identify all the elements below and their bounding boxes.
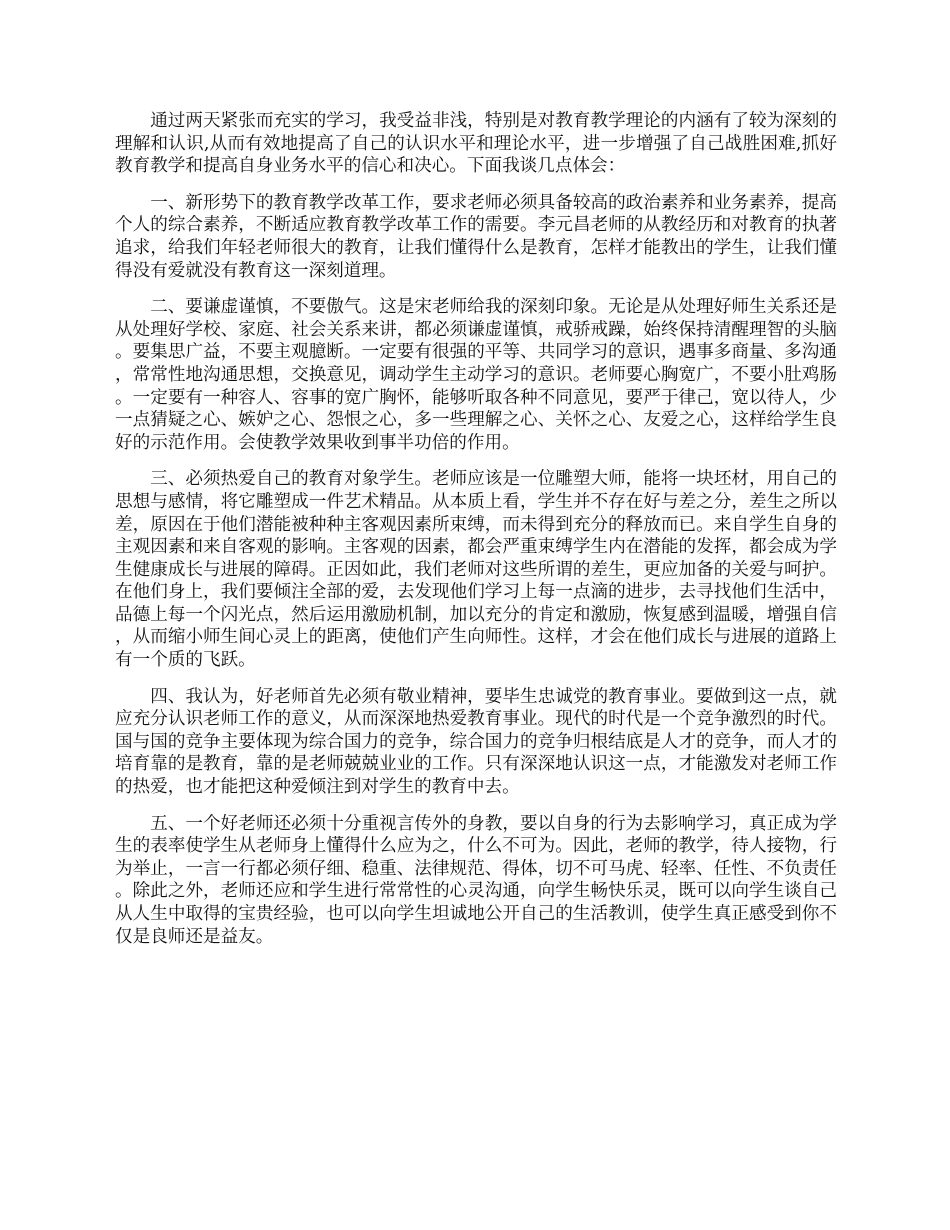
paragraph-intro: 通过两天紧张而充实的学习，我受益非浅，特别是对教育教学理论的内涵有了较为深刻的理解和认识,从而有效地提高了自己的认识水平和理论水平，进一步增强了自己战胜困难,抓好教育教学和提高自身业务水平的信心和决心。下面我谈几点体会： xyxy=(115,111,837,177)
paragraph-point-4: 四、我认为，好老师首先必须有敬业精神，要毕生忠诚党的教育事业。要做到这一点，就应充分认识老师工作的意义，从而深深地热爱教育事业。现代的时代是一个竞争激烈的时代。国与国的竞争主要体现为综合国力的竞争，综合国力的竞争归根结底是人才的竞争，而人才的培育靠的是教育，靠的是老师兢兢业业的工作。只有深深地认识这一点，才能激发对老师工作的热爱，也才能把这种爱倾注到对学生的教育中去。 xyxy=(115,686,837,798)
paragraph-point-2: 二、要谦虚谨慎，不要傲气。这是宋老师给我的深刻印象。无论是从处理好师生关系还是从处理好学校、家庭、社会关系来讲，都必须谦虚谨慎，戒骄戒躁，始终保持清醒理智的头脑。要集思广益，不要主观臆断。一定要有很强的平等、共同学习的意识，遇事多商量、多沟通，常常性地沟通思想，交换意见，调动学生主动学习的意识。老师要心胸宽广，不要小肚鸡肠。一定要有一种容人、容事的宽广胸怀，能够听取各种不同意见，要严于律己，宽以待人，少一点猜疑之心、嫉妒之心、怨恨之心，多一些理解之心、关怀之心、友爱之心，这样给学生良好的示范作用。会使教学效果收到事半功倍的作用。 xyxy=(115,297,837,453)
paragraph-point-1: 一、新形势下的教育教学改革工作，要求老师必须具备较高的政治素养和业务素养，提高个人的综合素养，不断适应教育教学改革工作的需要。李元昌老师的从教经历和对教育的执著追求，给我们年轻老师很大的教育，让我们懂得什么是教育，怎样才能教出的学生，让我们懂得没有爱就没有教育这一深刻道理。 xyxy=(115,192,837,281)
paragraph-point-3: 三、必须热爱自己的教育对象学生。老师应该是一位雕塑大师，能将一块坯材，用自己的思想与感情，将它雕塑成一件艺术精品。从本质上看，学生并不存在好与差之分，差生之所以 差，原因在于他们潜能被种种主客观因素所束缚，而未得到充分的释放而已。来自学生自身的主观因素和来自客观的影响。主客观的因素，都会严重束缚学生内在潜能的发挥，都会成为学生健康成长与进展的障碍。正因如此，我们老师对这些所谓的差生，更应加备的关爱与呵护。在他们身上，我们要倾注全部的爱，去发现他们学习上每一点滴的进步，去寻找他们生活中，品德上每一个闪光点，然后运用激励机制，加以充分的肯定和激励，恢复感到温暖，增强自信，从而缩小师生间心灵上的距离，使他们产生向师性。这样，才会在他们成长与进展的道路上有一个质的飞跃。 xyxy=(115,469,837,671)
paragraph-point-5: 五、一个好老师还必须十分重视言传外的身教，要以自身的行为去影响学习，真正成为学生的表率使学生从老师身上懂得什么应为之，什么不可为。因此，老师的教学，待人接物，行为举止，一言一行都必须仔细、稳重、法律规范、得体，切不可马虎、轻率、任性、不负责任。除此之外，老师还应和学生进行常常性的心灵沟通，向学生畅快乐灵，既可以向学生谈自己从人生中取得的宝贵经验，也可以向学生坦诚地公开自己的生活教训，使学生真正感受到你不仅是良师还是益友。 xyxy=(115,813,837,947)
document-body xyxy=(115,110,837,962)
